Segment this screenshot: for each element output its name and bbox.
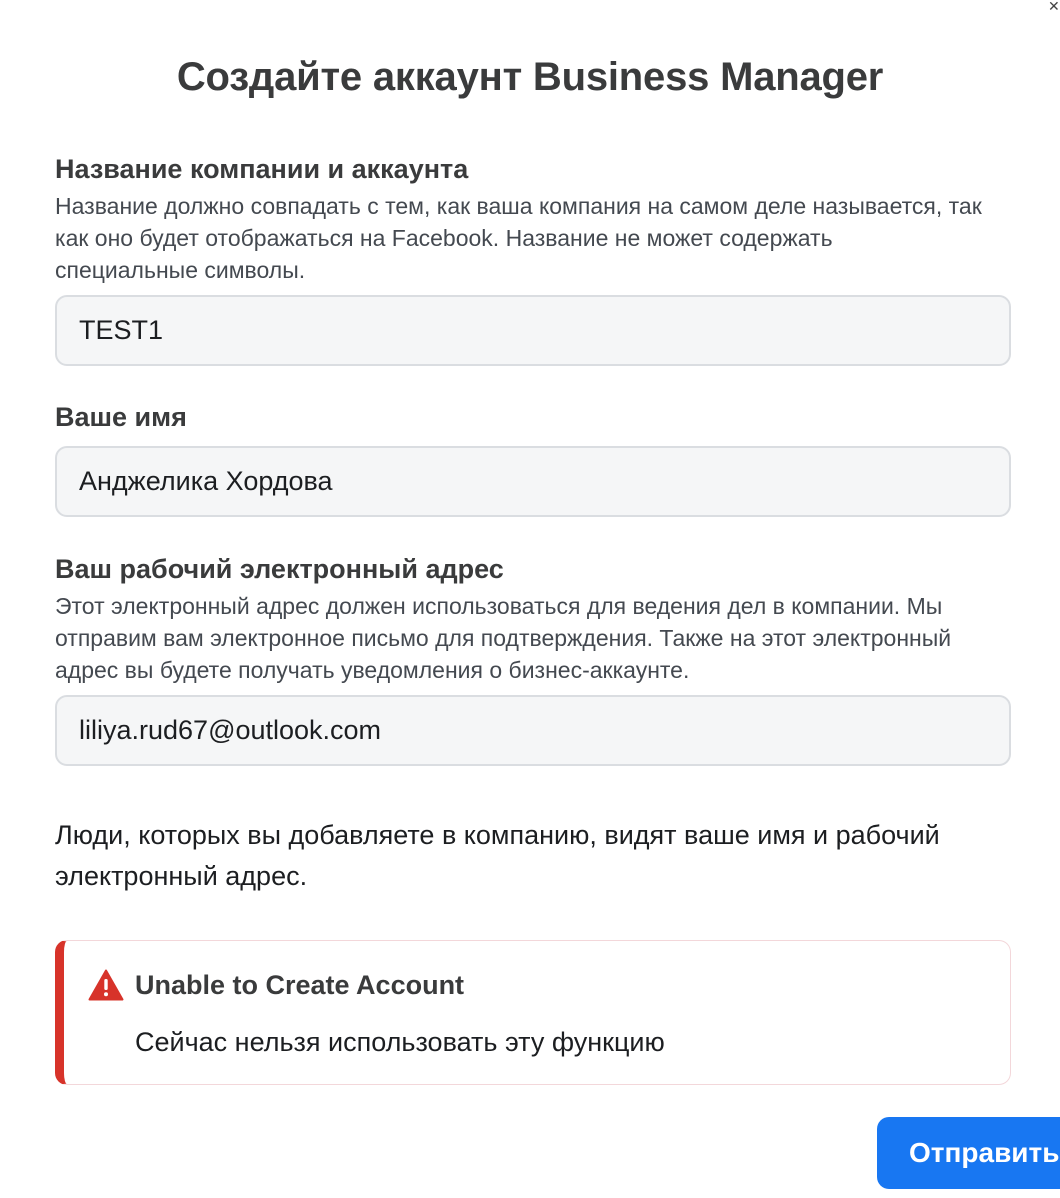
visibility-notice-line: Люди, которых вы добавляете в компанию, видят ваше имя и рабочий	[55, 820, 940, 850]
visibility-notice-line: электронный адрес.	[55, 861, 308, 891]
error-alert	[55, 940, 1011, 1085]
work-email-description-line: адрес вы будете получать уведомления о бизнес-аккаунте.	[55, 657, 690, 683]
your-name-section	[55, 400, 1011, 517]
submit-button[interactable]: Отправить	[877, 1117, 1060, 1189]
work-email-description	[55, 590, 1011, 686]
work-email-label: Ваш рабочий электронный адрес	[55, 554, 504, 584]
error-alert-message: Сейчас нельзя использовать эту функцию	[135, 1027, 665, 1057]
company-name-section	[55, 152, 1011, 366]
your-name-label: Ваше имя	[55, 402, 187, 432]
work-email-input[interactable]	[55, 695, 1011, 766]
your-name-input[interactable]	[55, 446, 1011, 517]
company-name-description-line: Название должно совпадать с тем, как ваша компания на самом деле называется, так	[55, 193, 982, 219]
close-icon[interactable]: ✕	[1048, 0, 1060, 14]
company-name-input[interactable]	[55, 295, 1011, 366]
company-name-description	[55, 190, 1011, 286]
dialog-title: Создайте аккаунт Business Manager	[176, 55, 884, 99]
visibility-notice	[55, 815, 1015, 897]
company-name-description-line: специальные символы.	[55, 257, 306, 283]
company-name-label: Название компании и аккаунта	[55, 154, 469, 184]
warning-triangle-icon	[88, 969, 124, 1001]
company-name-description-line: как оно будет отображаться на Facebook. Название не может содержать	[55, 225, 833, 251]
work-email-section	[55, 552, 1011, 766]
error-alert-title: Unable to Create Account	[135, 970, 465, 1000]
work-email-description-line: Этот электронный адрес должен использоваться для ведения дел в компании. Мы	[55, 593, 943, 619]
work-email-description-line: отправим вам электронное письмо для подтверждения. Также на этот электронный	[55, 625, 952, 651]
